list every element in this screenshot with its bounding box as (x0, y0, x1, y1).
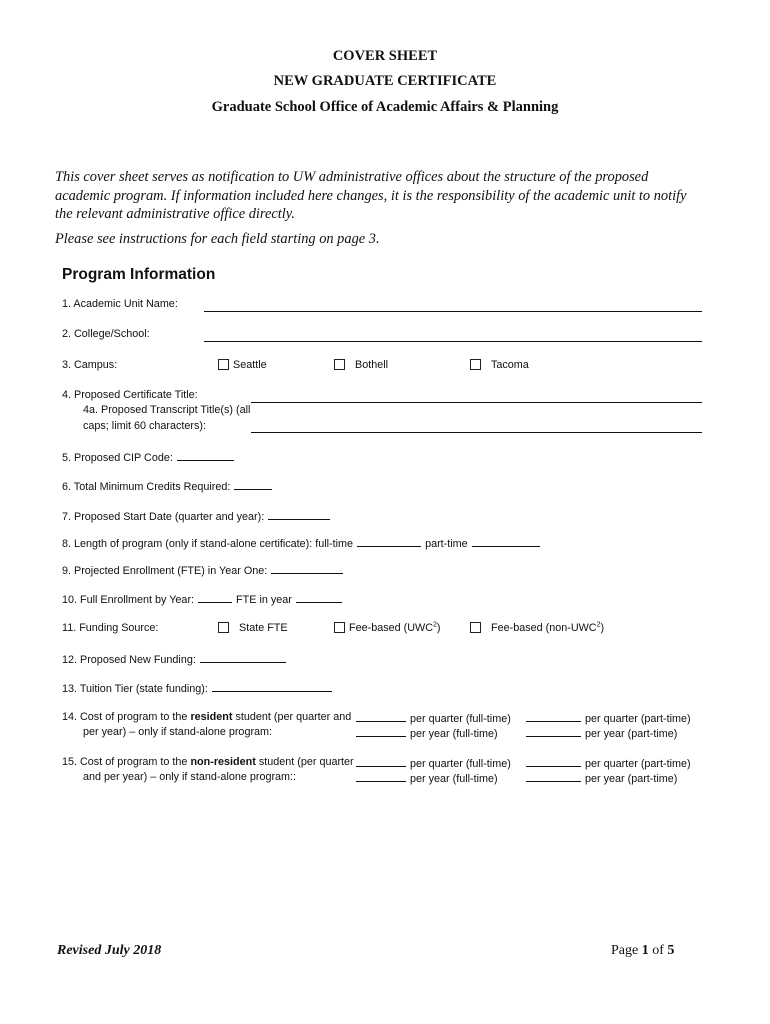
resident-quarter-full-field[interactable] (356, 711, 406, 722)
start-date-field[interactable] (268, 509, 330, 520)
enrollment-label: 9. Projected Enrollment (FTE) in Year One: (62, 565, 268, 577)
certificate-title-field[interactable] (251, 402, 702, 403)
part-time-label: part-time (425, 538, 468, 550)
nonresident-cost-label-cont: and per year) – only if stand-alone program:: (83, 771, 297, 783)
full-enrollment-label: 10. Full Enrollment by Year: (62, 594, 195, 606)
nonresident-quarter-part-row: per quarter (part-time) (525, 756, 691, 770)
nonresident-year-part-row: per year (part-time) (525, 771, 677, 785)
tuition-tier-label: 13. Tuition Tier (state funding): (62, 683, 208, 695)
campus-bothell-label: Bothell (355, 359, 389, 371)
part-time-length-field[interactable] (472, 536, 540, 547)
academic-unit-label: 1. Academic Unit Name: (62, 298, 178, 310)
transcript-title-field[interactable] (251, 432, 702, 433)
new-funding-row (62, 652, 287, 666)
credits-field[interactable] (234, 479, 272, 490)
enrollment-row (62, 563, 344, 577)
nonresident-year-full-field[interactable] (356, 771, 406, 782)
campus-tacoma-label: Tacoma (491, 359, 529, 371)
start-date-label: 7. Proposed Start Date (quarter and year): (62, 511, 265, 523)
nonresident-quarter-part-field[interactable] (526, 756, 581, 767)
resident-year-part-row: per year (part-time) (525, 726, 677, 740)
resident-year-full-field[interactable] (356, 726, 406, 737)
nonresident-quarter-full-row: per quarter (full-time) (355, 756, 511, 770)
resident-year-part-field[interactable] (526, 726, 581, 737)
document-subtitle: NEW GRADUATE CERTIFICATE (273, 73, 497, 89)
resident-quarter-full-row: per quarter (full-time) (355, 711, 511, 725)
resident-year-full-row: per year (full-time) (355, 726, 498, 740)
cip-code-label: 5. Proposed CIP Code: (62, 452, 173, 464)
academic-unit-field[interactable] (204, 311, 702, 312)
office-name: Graduate School Office of Academic Affairs & Planning (211, 99, 559, 115)
funding-uwc-label: Fee-based (UWC$^2$) (349, 621, 441, 634)
resident-cost-label: 14. Cost of program to the resident student (per quarter and (62, 711, 352, 723)
revision-date: Revised July 2018 (57, 943, 162, 958)
full-time-length-field[interactable] (357, 536, 421, 547)
college-label: 2. College/School: (62, 328, 150, 340)
fte-in-year-label: FTE in year (236, 594, 292, 606)
campus-bothell-checkbox[interactable] (334, 359, 345, 370)
tuition-tier-row (62, 681, 333, 695)
funding-uwc-checkbox[interactable] (334, 622, 345, 633)
resident-quarter-part-field[interactable] (526, 711, 581, 722)
credits-row (62, 479, 273, 493)
campus-label: 3. Campus: (62, 359, 118, 371)
document-title: COVER SHEET (332, 48, 438, 64)
enrollment-field[interactable] (271, 563, 343, 574)
resident-cost-label-cont: per year) – only if stand-alone program: (83, 726, 273, 738)
full-enrollment-fte-field[interactable] (198, 592, 232, 603)
section-title: Program Information (62, 266, 216, 283)
nonresident-year-part-field[interactable] (526, 771, 581, 782)
transcript-title-label: 4a. Proposed Transcript Title(s) (all (83, 404, 251, 416)
cip-code-field[interactable] (177, 450, 234, 461)
campus-seattle-label: Seattle (233, 359, 267, 371)
funding-source-label: 11. Funding Source: (62, 622, 159, 634)
certificate-title-label: 4. Proposed Certificate Title: (62, 389, 198, 401)
full-enrollment-year-field[interactable] (296, 592, 342, 603)
transcript-title-label-cont: caps; limit 60 characters): (83, 420, 207, 432)
campus-seattle-checkbox[interactable] (218, 359, 229, 370)
funding-state-fte-checkbox[interactable] (218, 622, 229, 633)
start-date-row (62, 509, 331, 523)
intro-paragraph: This cover sheet serves as notification to UW administrative offices about the structure of the proposed academic program. If information included here changes, it is the responsibility of the academic unit to notify the relevant administrative office directly. (55, 169, 687, 222)
tuition-tier-field[interactable] (212, 681, 332, 692)
campus-tacoma-checkbox[interactable] (470, 359, 481, 370)
new-funding-field[interactable] (200, 652, 286, 663)
college-field[interactable] (204, 341, 702, 342)
funding-state-fte-label: State FTE (239, 622, 288, 634)
credits-label: 6. Total Minimum Credits Required: (62, 481, 231, 493)
cip-code-row (62, 450, 235, 464)
program-length-row (62, 536, 541, 550)
program-length-label: 8. Length of program (only if stand-alone certificate): full-time (62, 538, 354, 550)
funding-non-uwc-checkbox[interactable] (470, 622, 481, 633)
nonresident-cost-label: 15. Cost of program to the non-resident student (per quarter (62, 756, 354, 768)
funding-non-uwc-label: Fee-based (non-UWC$^2$) (491, 621, 605, 634)
full-enrollment-row (62, 592, 343, 606)
instructions-note: Please see instructions for each field starting on page 3. (55, 231, 380, 247)
page-number: Page 1 of 5 (611, 943, 675, 958)
resident-quarter-part-row: per quarter (part-time) (525, 711, 691, 725)
new-funding-label: 12. Proposed New Funding: (62, 654, 196, 666)
nonresident-quarter-full-field[interactable] (356, 756, 406, 767)
nonresident-year-full-row: per year (full-time) (355, 771, 498, 785)
